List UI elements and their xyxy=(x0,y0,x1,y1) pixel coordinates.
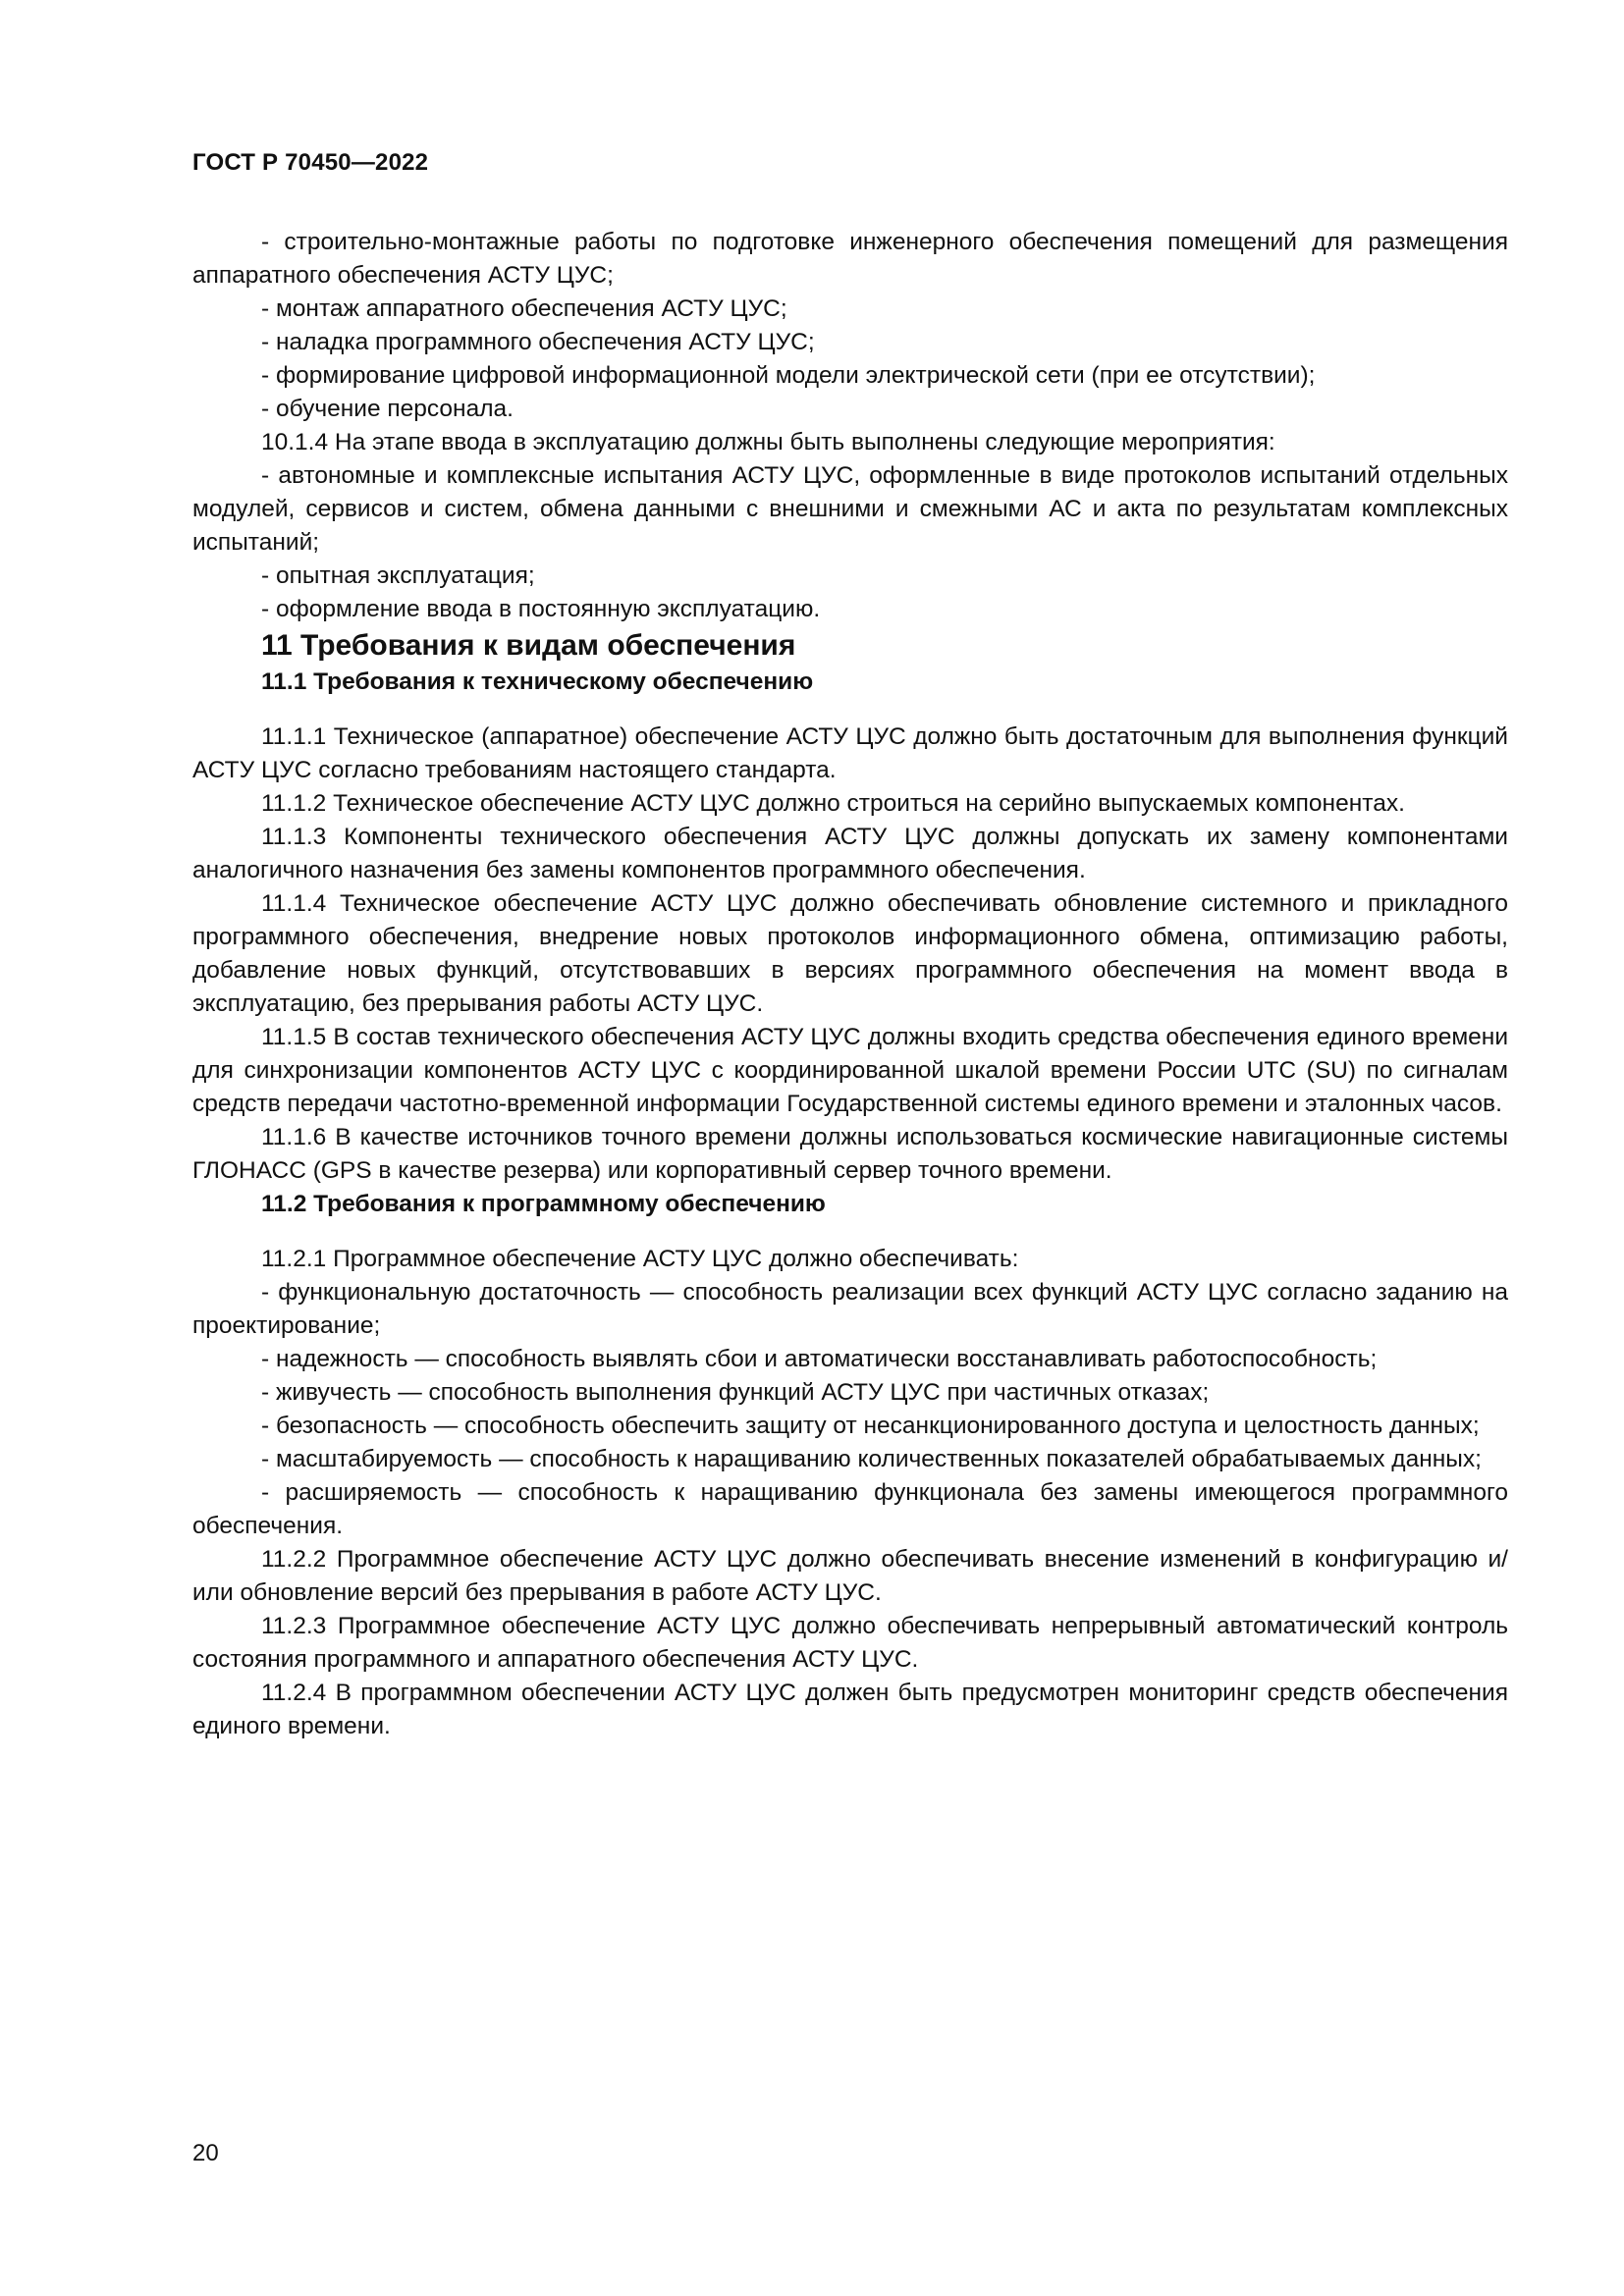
page-number: 20 xyxy=(192,2140,219,2166)
subsection-heading-11-2: 11.2 Требования к программному обеспечению xyxy=(261,1191,826,1217)
paragraph: 11.2.2 Программное обеспечение АСТУ ЦУС должно обеспечивать внесение изменений в конфигурацию и/или обновление версий без прерывания в работе АСТУ ЦУС. xyxy=(192,1546,1508,1606)
subsection-heading-11-1: 11.1 Требования к техническому обеспечению xyxy=(261,668,814,695)
document-body xyxy=(192,226,1508,1743)
intro-block xyxy=(192,226,1508,626)
paragraph: 11.1.1 Техническое (аппаратное) обеспечение АСТУ ЦУС должно быть достаточным для выполнения функций АСТУ ЦУС согласно требованиям настоящего стандарта. xyxy=(192,723,1508,783)
section-heading-11: 11 Требования к видам обеспечения xyxy=(261,629,796,662)
paragraph: 11.1.2 Техническое обеспечение АСТУ ЦУС должно строиться на серийно выпускаемых компонентах. xyxy=(261,790,1405,817)
section-11-2-body xyxy=(192,1243,1508,1743)
paragraph: 11.1.3 Компоненты технического обеспечения АСТУ ЦУС должны допускать их замену компонентами аналогичного назначения без замены компонентов программного обеспечения. xyxy=(192,824,1508,883)
paragraph: - функциональную достаточность — способность реализации всех функций АСТУ ЦУС согласно заданию на проектирование; xyxy=(192,1279,1508,1339)
document-header: ГОСТ Р 70450—2022 xyxy=(192,149,429,176)
paragraph: - оформление ввода в постоянную эксплуатацию. xyxy=(261,596,821,622)
paragraph: - надежность — способность выявлять сбои и автоматически восстанавливать работоспособность; xyxy=(261,1346,1378,1372)
paragraph: - обучение персонала. xyxy=(261,396,514,422)
paragraph: - строительно-монтажные работы по подготовке инженерного обеспечения помещений для размещения аппаратного обеспечения АСТУ ЦУС; xyxy=(192,229,1508,289)
paragraph: 11.2.1 Программное обеспечение АСТУ ЦУС должно обеспечивать: xyxy=(261,1246,1019,1272)
paragraph: - наладка программного обеспечения АСТУ ЦУС; xyxy=(261,329,815,355)
paragraph: - формирование цифровой информационной модели электрической сети (при ее отсутствии); xyxy=(261,362,1316,389)
paragraph: 11.1.6 В качестве источников точного времени должны использоваться космические навигационные системы ГЛОНАСС (GPS в качестве резерва) или корпоративный сервер точного времени. xyxy=(192,1124,1508,1184)
paragraph: 11.2.4 В программном обеспечении АСТУ ЦУС должен быть предусмотрен мониторинг средств обеспечения единого времени. xyxy=(192,1680,1508,1739)
paragraph: 11.2.3 Программное обеспечение АСТУ ЦУС должно обеспечивать непрерывный автоматический контроль состояния программного и аппаратного обеспечения АСТУ ЦУС. xyxy=(192,1613,1508,1673)
paragraph: - автономные и комплексные испытания АСТУ ЦУС, оформленные в виде протоколов испытаний отдельных модулей, сервисов и систем, обмена данными с внешними и смежными АС и акта по результатам комплексных испытаний; xyxy=(192,462,1508,556)
paragraph: - безопасность — способность обеспечить защиту от несанкционированного доступа и целостность данных; xyxy=(261,1413,1480,1439)
section-11-1-body xyxy=(192,721,1508,1188)
paragraph: - масштабируемость — способность к наращиванию количественных показателей обрабатываемых данных; xyxy=(261,1446,1482,1472)
paragraph: - опытная эксплуатация; xyxy=(261,562,535,589)
paragraph: 11.1.4 Техническое обеспечение АСТУ ЦУС должно обеспечивать обновление системного и прикладного программного обеспечения, внедрение новых протоколов информационного обмена, оптимизацию работы, добавление новых функций, отсутствовавших в версиях программного обеспечения на момент ввода в эксплуатацию, без прерывания работы АСТУ ЦУС. xyxy=(192,890,1508,1017)
paragraph: 10.1.4 На этапе ввода в эксплуатацию должны быть выполнены следующие мероприятия: xyxy=(261,429,1275,455)
paragraph: - монтаж аппаратного обеспечения АСТУ ЦУС; xyxy=(261,295,787,322)
paragraph: - расширяемость — способность к наращиванию функционала без замены имеющегося программного обеспечения. xyxy=(192,1479,1508,1539)
paragraph: - живучесть — способность выполнения функций АСТУ ЦУС при частичных отказах; xyxy=(261,1379,1210,1406)
paragraph: 11.1.5 В состав технического обеспечения АСТУ ЦУС должны входить средства обеспечения единого времени для синхронизации компонентов АСТУ ЦУС с координированной шкалой времени России UTC (SU) по сигналам средств передачи частотно-временной информации Государственной системы единого времени и эталонных часов. xyxy=(192,1024,1508,1117)
